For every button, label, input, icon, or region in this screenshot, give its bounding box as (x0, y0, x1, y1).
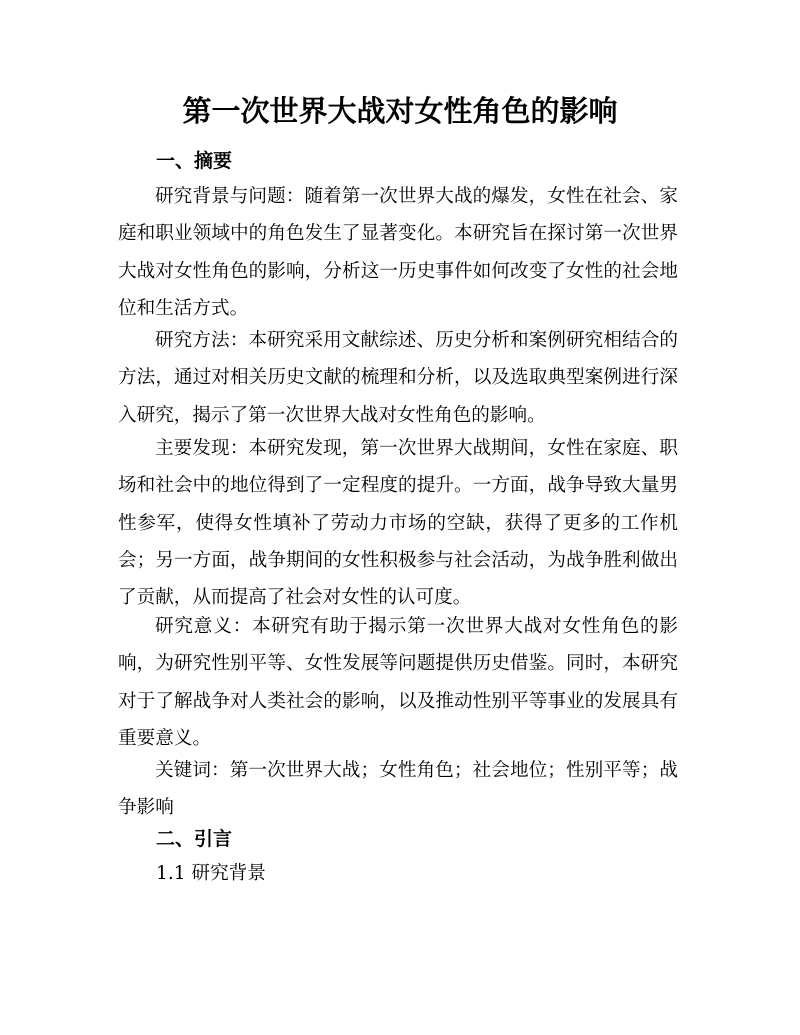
document-title: 第一次世界大战对女性角色的影响 (182, 94, 618, 128)
abstract-heading: 一、摘要 (156, 150, 233, 172)
abstract-method-paragraph: 研究方法：本研究采用文献综述、历史分析和案例研究相结合的方法，通过对相关历史文献的梳理和分析，以及选取典型案例进行深入研究，揭示了第一次世界大战对女性角色的影响。 (118, 330, 678, 426)
abstract-background-paragraph: 研究背景与问题：随着第一次世界大战的爆发，女性在社会、家庭和职业领域中的角色发生了显著变化。本研究旨在探讨第一次世界大战对女性角色的影响，分析这一历史事件如何改变了女性的社会地位和生活方式。 (118, 186, 678, 319)
abstract-keywords-paragraph: 关键词：第一次世界大战；女性角色；社会地位；性别平等；战争影响 (118, 760, 678, 819)
abstract-findings-paragraph: 主要发现：本研究发现，第一次世界大战期间，女性在家庭、职场和社会中的地位得到了一定程度的提升。一方面，战争导致大量男性参军，使得女性填补了劳动力市场的空缺，获得了更多的工作机会；另一方面，战争期间的女性积极参与社会活动，为战争胜利做出了贡献，从而提高了社会对女性的认可度。 (118, 438, 678, 609)
abstract-significance-paragraph: 研究意义：本研究有助于揭示第一次世界大战对女性角色的影响，为研究性别平等、女性发展等问题提供历史借鉴。同时，本研究对于了解战争对人类社会的影响，以及推动性别平等事业的发展具有重要意义。 (118, 616, 678, 749)
research-background-subheading: 1.1 研究背景 (156, 863, 266, 884)
introduction-heading: 二、引言 (156, 828, 233, 850)
